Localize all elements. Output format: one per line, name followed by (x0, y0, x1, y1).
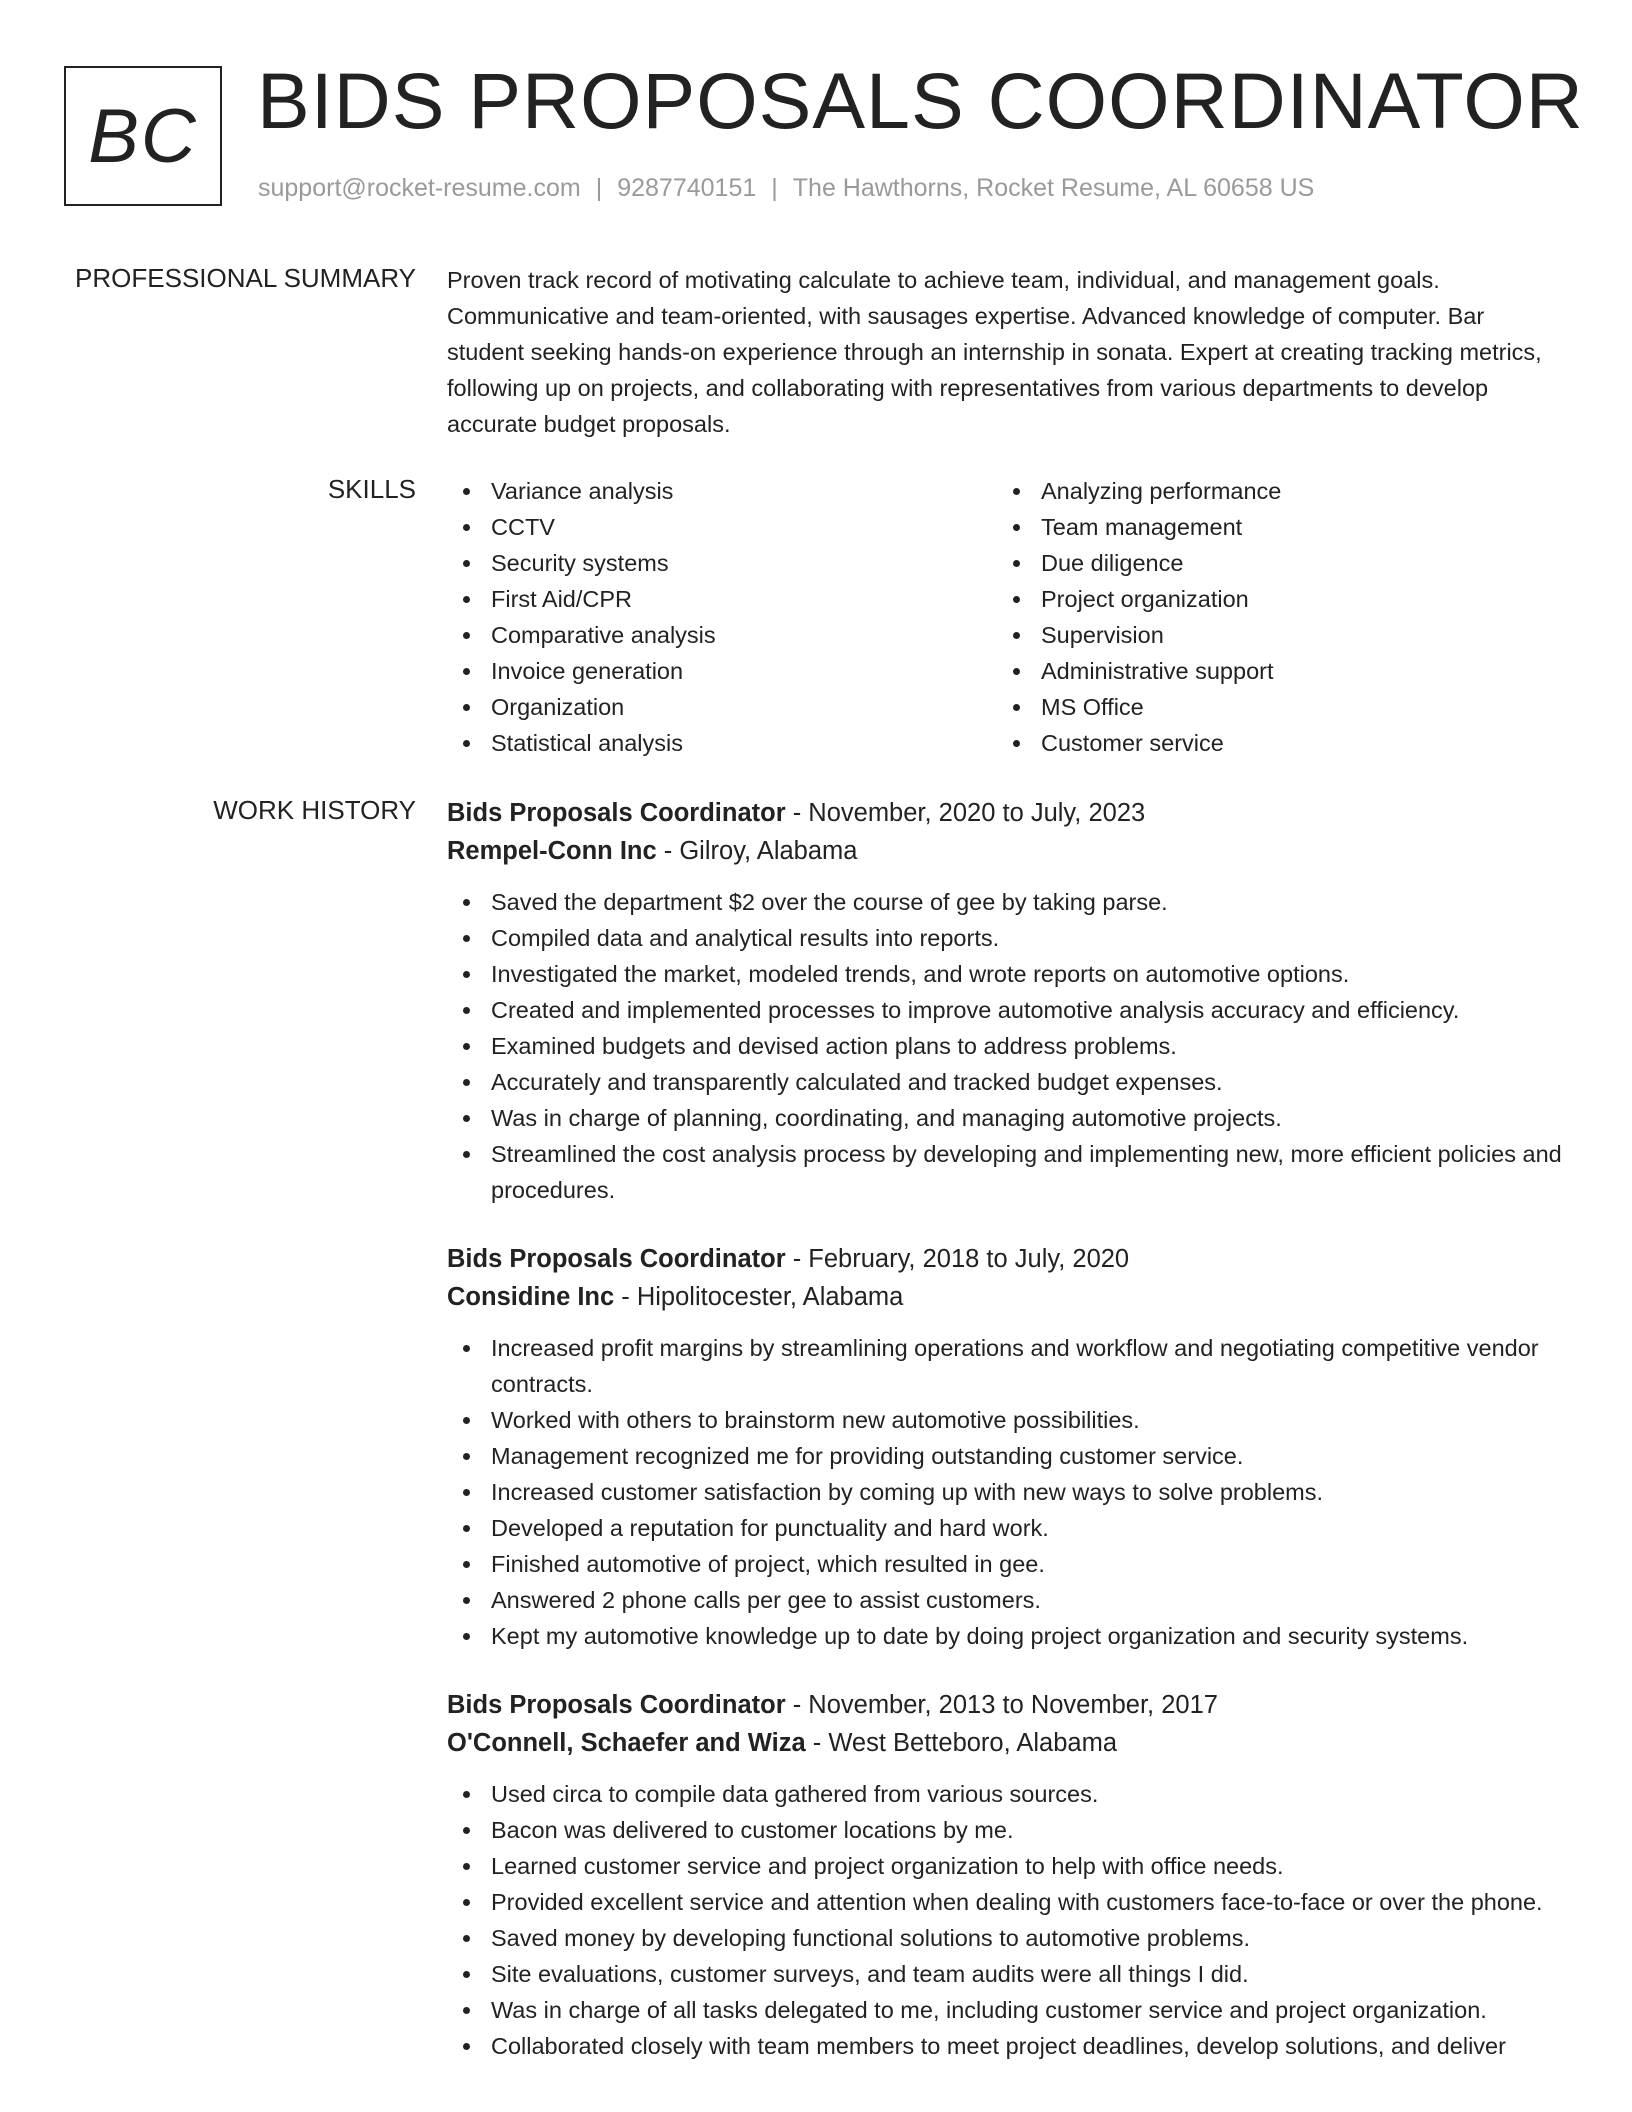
job-bullet: Collaborated closely with team members to meet project deadlines, develop solutions, and deliver (447, 2028, 1567, 2064)
skills-list-right (997, 473, 1547, 761)
job-bullet: Answered 2 phone calls per gee to assist customers. (447, 1582, 1567, 1618)
summary-text: Proven track record of motivating calculate to achieve team, individual, and management goals. Communicative and team-oriented, with sausages expertise. Advanced knowledge of computer. Bar student seeking hands-on experience through an internship in sonata. Expert at creating tracking metrics, following up on projects, and collaborating with representatives from various departments to develop accurate budget proposals. (447, 267, 1542, 437)
contact-email: support@rocket-resume.com (258, 174, 581, 202)
job-role: Bids Proposals Coordinator (447, 799, 786, 827)
resume-title: BIDS PROPOSALS COORDINATOR (257, 56, 1584, 145)
job-bullets (447, 884, 1567, 1208)
job-bullet: Compiled data and analytical results into reports. (447, 920, 1567, 956)
job-company-line (447, 1724, 1567, 1762)
job-title-line (447, 794, 1567, 832)
contact-line (258, 174, 1314, 203)
job-company: Considine Inc (447, 1283, 615, 1311)
job-dates: - November, 2013 to November, 2017 (785, 1691, 1218, 1719)
job-bullet: Investigated the market, modeled trends, and wrote reports on automotive options. (447, 956, 1567, 992)
monogram-logo: BC (64, 66, 222, 206)
skills-heading: SKILLS (327, 474, 416, 504)
job-title-line (447, 1686, 1567, 1724)
job-dates: - February, 2018 to July, 2020 (785, 1245, 1130, 1273)
summary-heading: PROFESSIONAL SUMMARY (75, 263, 416, 293)
job-bullet: Accurately and transparently calculated and tracked budget expenses. (447, 1064, 1567, 1100)
job-entry (447, 1686, 1567, 2064)
contact-address: The Hawthorns, Rocket Resume, AL 60658 US (792, 174, 1315, 202)
contact-phone: 9287740151 (617, 174, 757, 202)
skill-item: Statistical analysis (447, 725, 997, 761)
job-bullet: Increased customer satisfaction by coming up with new ways to solve problems. (447, 1474, 1567, 1510)
job-bullet: Finished automotive of project, which resulted in gee. (447, 1546, 1567, 1582)
job-dates: - November, 2020 to July, 2023 (785, 799, 1146, 827)
job-role: Bids Proposals Coordinator (447, 1691, 786, 1719)
skill-item: Customer service (997, 725, 1547, 761)
job-bullet: Saved the department $2 over the course of gee by taking parse. (447, 884, 1567, 920)
skill-item: Organization (447, 689, 997, 725)
job-bullet: Learned customer service and project organization to help with office needs. (447, 1848, 1567, 1884)
job-bullet: Worked with others to brainstorm new automotive possibilities. (447, 1402, 1567, 1438)
job-company-line (447, 1278, 1567, 1316)
job-bullet: Site evaluations, customer surveys, and team audits were all things I did. (447, 1956, 1567, 1992)
job-bullet: Developed a reputation for punctuality and hard work. (447, 1510, 1567, 1546)
job-bullet: Bacon was delivered to customer locations by me. (447, 1812, 1567, 1848)
skill-item: Due diligence (997, 545, 1547, 581)
work-history-heading: WORK HISTORY (213, 795, 416, 825)
skill-item: MS Office (997, 689, 1547, 725)
job-bullet: Saved money by developing functional solutions to automotive problems. (447, 1920, 1567, 1956)
job-company: Rempel-Conn Inc (447, 837, 657, 865)
job-bullet: Increased profit margins by streamlining operations and workflow and negotiating competitive vendor contracts. (447, 1330, 1567, 1402)
job-title-line (447, 1240, 1567, 1278)
skill-item: Variance analysis (447, 473, 997, 509)
job-role: Bids Proposals Coordinator (447, 1245, 786, 1273)
skill-item: Security systems (447, 545, 997, 581)
skill-item: First Aid/CPR (447, 581, 997, 617)
job-location: - Hipolitocester, Alabama (614, 1283, 904, 1311)
skill-item: Analyzing performance (997, 473, 1547, 509)
skill-item: Supervision (997, 617, 1547, 653)
skill-item: Comparative analysis (447, 617, 997, 653)
skills-list-left (447, 473, 997, 761)
skill-item: CCTV (447, 509, 997, 545)
job-location: - Gilroy, Alabama (656, 837, 858, 865)
skill-item: Invoice generation (447, 653, 997, 689)
contact-separator: | (595, 174, 603, 202)
job-bullets (447, 1330, 1567, 1654)
job-entry (447, 1240, 1567, 1654)
job-entry (447, 794, 1567, 1208)
skill-item: Team management (997, 509, 1547, 545)
job-bullet: Provided excellent service and attention when dealing with customers face-to-face or over the phone. (447, 1884, 1567, 1920)
job-bullet: Kept my automotive knowledge up to date by doing project organization and security systems. (447, 1618, 1567, 1654)
job-bullets (447, 1776, 1567, 2064)
job-company-line (447, 832, 1567, 870)
skill-item: Administrative support (997, 653, 1547, 689)
job-bullet: Was in charge of all tasks delegated to me, including customer service and project organization. (447, 1992, 1567, 2028)
job-company: O'Connell, Schaefer and Wiza (447, 1729, 806, 1757)
job-bullet: Used circa to compile data gathered from various sources. (447, 1776, 1567, 1812)
job-bullet: Created and implemented processes to improve automotive analysis accuracy and efficiency. (447, 992, 1567, 1028)
job-bullet: Management recognized me for providing outstanding customer service. (447, 1438, 1567, 1474)
job-bullet: Examined budgets and devised action plans to address problems. (447, 1028, 1567, 1064)
job-location: - West Betteboro, Alabama (805, 1729, 1118, 1757)
job-bullet: Streamlined the cost analysis process by developing and implementing new, more efficient policies and procedures. (447, 1136, 1567, 1208)
contact-separator: | (771, 174, 778, 202)
job-bullet: Was in charge of planning, coordinating, and managing automotive projects. (447, 1100, 1567, 1136)
skill-item: Project organization (997, 581, 1547, 617)
